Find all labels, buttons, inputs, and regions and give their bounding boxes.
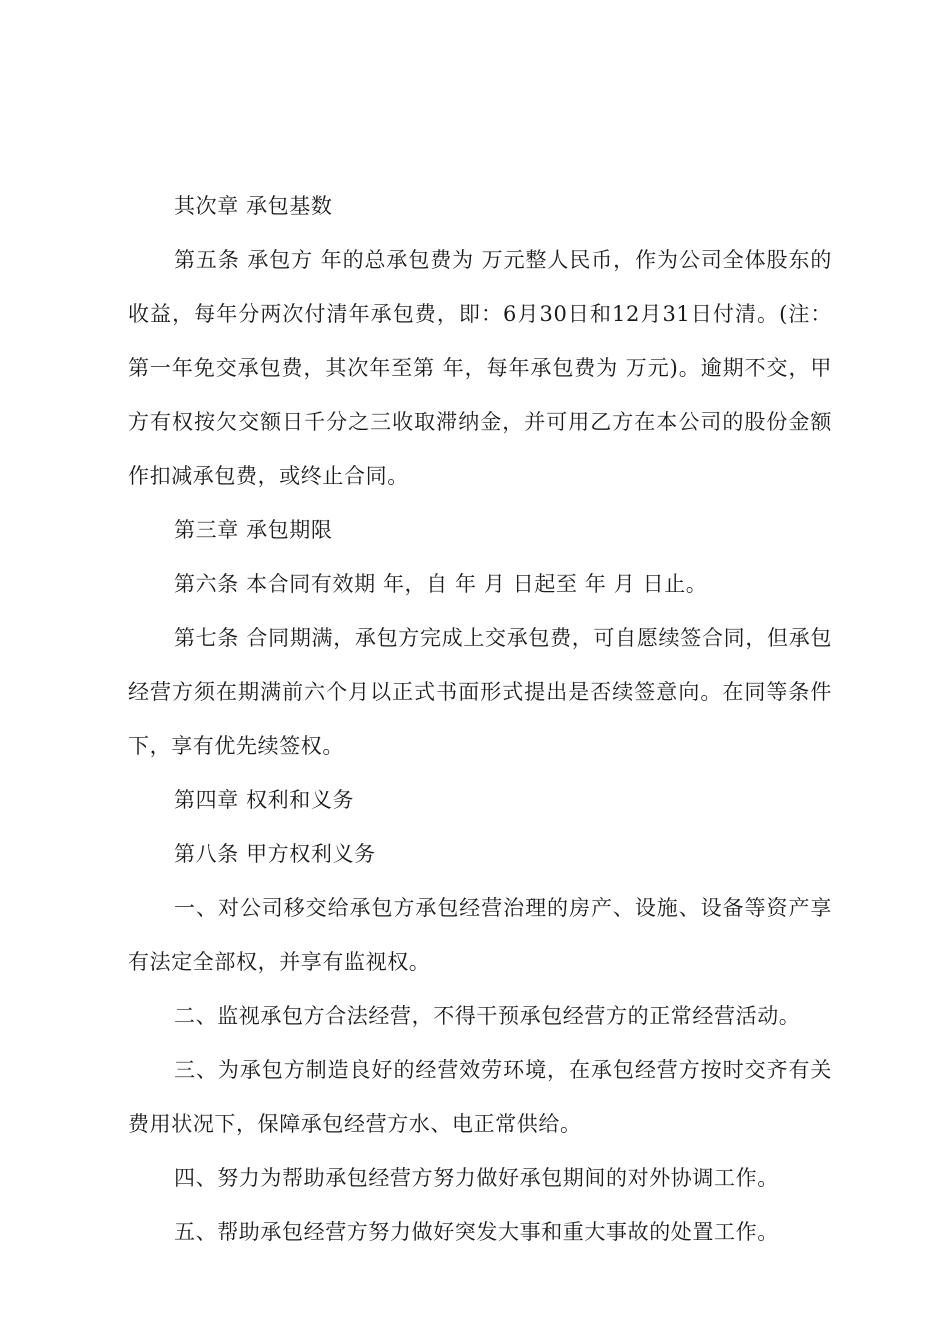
article-8-heading: 第八条 甲方权利义务 xyxy=(174,842,376,866)
chapter-4-heading: 第四章 权利和义务 xyxy=(174,788,355,812)
document-body xyxy=(128,179,832,1259)
list-item-4: 四、努力为帮助承包经营方努力做好承包期间的对外协调工作。 xyxy=(174,1166,779,1190)
article-6-paragraph: 第六条 本合同有效期 年，自 年 月 日起至 年 月 日止。 xyxy=(174,572,708,596)
chapter-2-heading: 其次章 承包基数 xyxy=(174,194,333,218)
article-7-paragraph: 第七条 合同期满，承包方完成上交承包费，可自愿续签合同，但承包经营方须在期满前六个月以正式书面形式提出是否续签意向。在同等条件下，享有优先续签权。 xyxy=(128,626,832,758)
list-item-5: 五、帮助承包经营方努力做好突发大事和重大事故的处置工作。 xyxy=(174,1220,779,1244)
chapter-3-heading: 第三章 承包期限 xyxy=(174,518,333,542)
article-5-paragraph: 第五条 承包方 年的总承包费为 万元整人民币，作为公司全体股东的收益，每年分两次付清年承包费，即：6月30日和12月31日付清。(注：第一年免交承包费，其次年至第 年，每年承包费为 万元)。逾期不交，甲方有权按欠交额日千分之三收取滞纳金，并可用乙方在本公司的股份金额作扣减承包费，或终止合同。 xyxy=(128,248,832,488)
list-item-2: 二、监视承包方合法经营，不得干预承包经营方的正常经营活动。 xyxy=(174,1004,801,1028)
list-item-1: 一、对公司移交给承包方承包经营治理的房产、设施、设备等资产享有法定全部权，并享有监视权。 xyxy=(128,896,832,974)
list-item-3: 三、为承包方制造良好的经营效劳环境，在承包经营方按时交齐有关费用状况下，保障承包经营方水、电正常供给。 xyxy=(128,1058,832,1136)
